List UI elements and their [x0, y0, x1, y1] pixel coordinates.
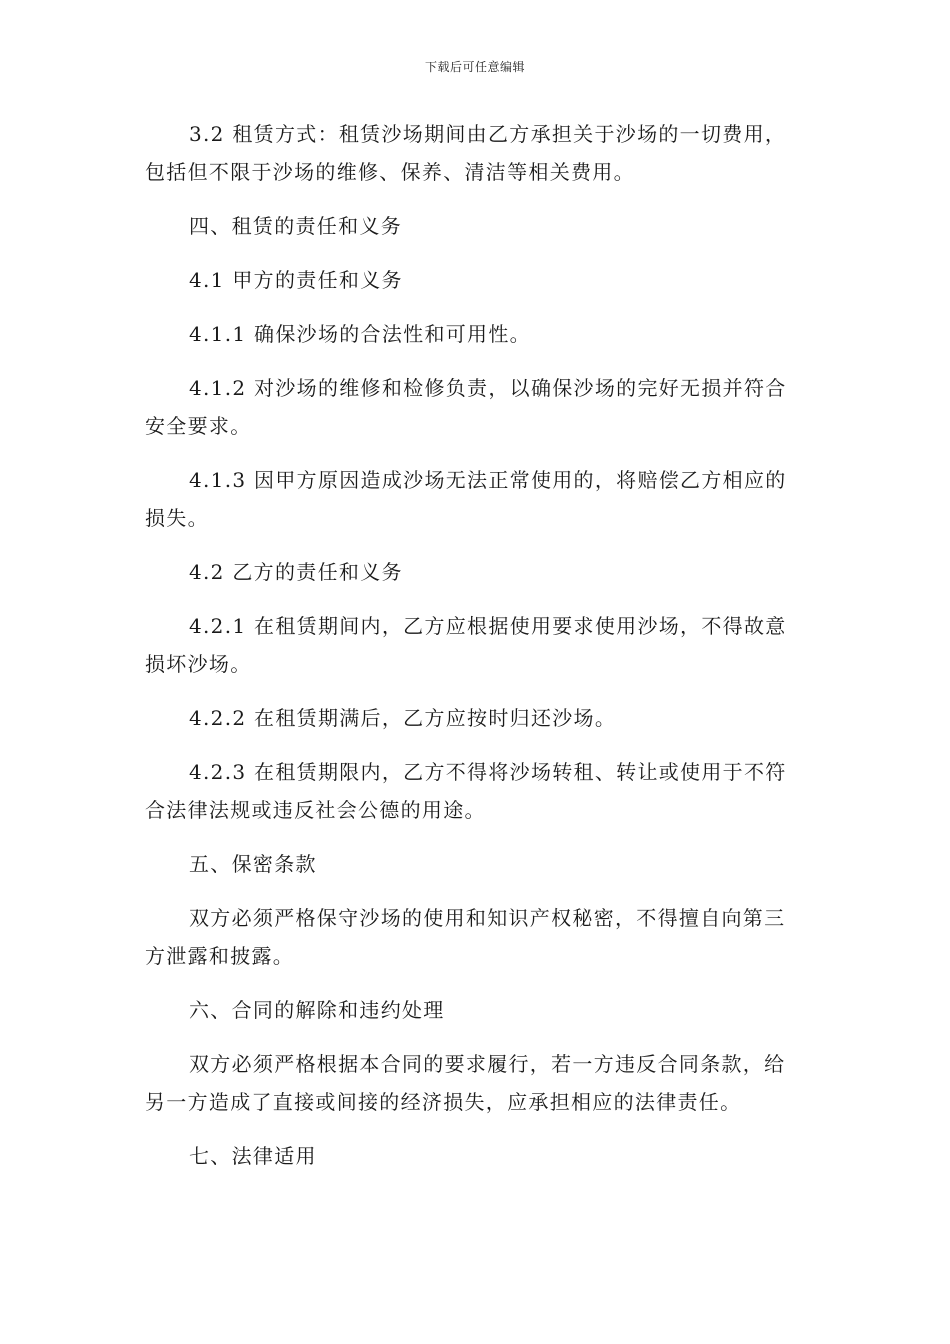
section-heading-6: 六、合同的解除和违约处理 [189, 998, 445, 1022]
clause-4-2-2: 4.2.2 在租赁期满后，乙方应按时归还沙场。 [189, 706, 617, 730]
clause-4-1-3: 4.1.3 因甲方原因造成沙场无法正常使用的，将赔偿乙方相应的损失。 [145, 468, 787, 530]
clause-4-1-1: 4.1.1 确保沙场的合法性和可用性。 [189, 322, 531, 346]
clause-4-2-1: 4.2.1 在租赁期间内，乙方应根据使用要求使用沙场，不得故意损坏沙场。 [145, 614, 787, 676]
confidentiality-clause: 双方必须严格保守沙场的使用和知识产权秘密，不得擅自向第三方泄露和披露。 [145, 906, 786, 968]
clause-4-1-2: 4.1.2 对沙场的维修和检修负责，以确保沙场的完好无损并符合安全要求。 [145, 376, 787, 438]
clause-4-2-3: 4.2.3 在租赁期限内，乙方不得将沙场转租、转让或使用于不符合法律法规或违反社会公德的用途。 [145, 760, 787, 822]
page-header: 下载后可任意编辑 [424, 60, 525, 74]
breach-clause: 双方必须严格根据本合同的要求履行，若一方违反合同条款，给另一方造成了直接或间接的经济损失，应承担相应的法律责任。 [145, 1052, 786, 1114]
section-heading-4: 四、租赁的责任和义务 [189, 214, 402, 238]
section-heading-5: 五、保密条款 [189, 852, 317, 876]
subsection-heading-4-1: 4.1 甲方的责任和义务 [189, 268, 403, 292]
clause-3-2-lease-method: 3.2 租赁方式：租赁沙场期间由乙方承担关于沙场的一切费用，包括但不限于沙场的维修、保养、清洁等相关费用。 [145, 122, 787, 184]
section-heading-7: 七、法律适用 [189, 1144, 317, 1168]
subsection-heading-4-2: 4.2 乙方的责任和义务 [189, 560, 403, 584]
document-body [145, 115, 805, 1191]
